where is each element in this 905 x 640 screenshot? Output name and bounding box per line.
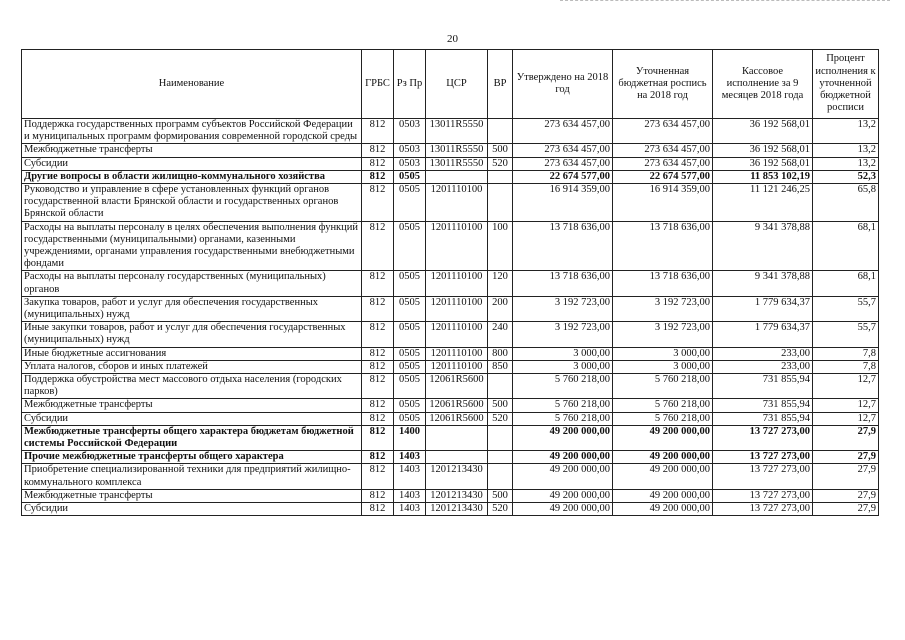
cell-csr [426, 451, 488, 464]
cell-rzpr: 0503 [394, 157, 426, 170]
cell-csr: 13011R5550 [426, 157, 488, 170]
cell-rzpr: 0503 [394, 144, 426, 157]
cell-vr [488, 170, 513, 183]
cell-refined: 3 000,00 [613, 360, 713, 373]
cell-csr: 1201110100 [426, 322, 488, 347]
budget-table-container [21, 49, 878, 516]
header-refined: Уточненная бюджетная роспись на 2018 год [613, 50, 713, 119]
cell-approved: 49 200 000,00 [513, 425, 613, 450]
cell-rzpr: 0505 [394, 184, 426, 222]
cell-rzpr: 0505 [394, 412, 426, 425]
cell-name: Межбюджетные трансферты [22, 399, 362, 412]
header-csr: ЦСР [426, 50, 488, 119]
cell-name: Субсидии [22, 157, 362, 170]
cell-percent: 55,7 [813, 296, 879, 321]
cell-csr: 1201110100 [426, 347, 488, 360]
cell-grbs: 812 [362, 503, 394, 516]
table-row [22, 464, 879, 489]
cell-approved: 49 200 000,00 [513, 451, 613, 464]
table-row [22, 157, 879, 170]
cell-percent: 27,9 [813, 464, 879, 489]
cell-percent: 27,9 [813, 489, 879, 502]
cell-cash: 13 727 273,00 [713, 464, 813, 489]
table-row [22, 451, 879, 464]
cell-rzpr: 1400 [394, 425, 426, 450]
cell-percent: 55,7 [813, 322, 879, 347]
cell-name: Приобретение специализированной техники для предприятий жилищно-коммунального комплекса [22, 464, 362, 489]
cell-approved: 16 914 359,00 [513, 184, 613, 222]
cell-grbs: 812 [362, 374, 394, 399]
table-row [22, 360, 879, 373]
cell-name: Другие вопросы в области жилищно-коммунального хозяйства [22, 170, 362, 183]
cell-vr [488, 119, 513, 144]
table-row [22, 425, 879, 450]
cell-approved: 5 760 218,00 [513, 399, 613, 412]
cell-csr [426, 170, 488, 183]
cell-percent: 13,2 [813, 119, 879, 144]
cell-approved: 49 200 000,00 [513, 503, 613, 516]
cell-csr: 13011R5550 [426, 119, 488, 144]
cell-vr: 500 [488, 399, 513, 412]
header-cash: Кассовое исполнение за 9 месяцев 2018 года [713, 50, 813, 119]
cell-cash: 1 779 634,37 [713, 296, 813, 321]
header-percent: Процент исполнения к уточненной бюджетной росписи [813, 50, 879, 119]
scan-edge-marks [560, 0, 890, 5]
cell-refined: 5 760 218,00 [613, 399, 713, 412]
cell-csr: 1201110100 [426, 221, 488, 271]
cell-grbs: 812 [362, 360, 394, 373]
cell-rzpr: 0503 [394, 119, 426, 144]
cell-cash: 13 727 273,00 [713, 451, 813, 464]
cell-vr: 500 [488, 489, 513, 502]
table-row [22, 271, 879, 296]
cell-grbs: 812 [362, 399, 394, 412]
table-row [22, 503, 879, 516]
cell-refined: 49 200 000,00 [613, 464, 713, 489]
cell-vr: 120 [488, 271, 513, 296]
cell-percent: 13,2 [813, 157, 879, 170]
cell-csr: 12061R5600 [426, 412, 488, 425]
cell-name: Межбюджетные трансферты [22, 489, 362, 502]
cell-csr: 1201110100 [426, 184, 488, 222]
cell-refined: 273 634 457,00 [613, 144, 713, 157]
cell-approved: 3 000,00 [513, 347, 613, 360]
cell-cash: 233,00 [713, 347, 813, 360]
cell-refined: 3 000,00 [613, 347, 713, 360]
cell-cash: 731 855,94 [713, 374, 813, 399]
cell-refined: 5 760 218,00 [613, 374, 713, 399]
cell-cash: 9 341 378,88 [713, 221, 813, 271]
cell-percent: 12,7 [813, 412, 879, 425]
cell-vr [488, 425, 513, 450]
cell-cash: 11 853 102,19 [713, 170, 813, 183]
cell-name: Межбюджетные трансферты [22, 144, 362, 157]
cell-rzpr: 0505 [394, 221, 426, 271]
cell-approved: 273 634 457,00 [513, 119, 613, 144]
cell-refined: 16 914 359,00 [613, 184, 713, 222]
cell-vr [488, 374, 513, 399]
cell-rzpr: 0505 [394, 296, 426, 321]
cell-name: Иные бюджетные ассигнования [22, 347, 362, 360]
cell-vr: 520 [488, 157, 513, 170]
cell-refined: 22 674 577,00 [613, 170, 713, 183]
header-grbs: ГРБС [362, 50, 394, 119]
cell-vr: 800 [488, 347, 513, 360]
cell-vr: 520 [488, 412, 513, 425]
header-rzpr: Рз Пр [394, 50, 426, 119]
cell-approved: 13 718 636,00 [513, 221, 613, 271]
table-row [22, 221, 879, 271]
cell-rzpr: 1403 [394, 489, 426, 502]
cell-percent: 68,1 [813, 271, 879, 296]
page-number: 20 [447, 33, 458, 45]
cell-vr [488, 184, 513, 222]
cell-rzpr: 0505 [394, 360, 426, 373]
cell-refined: 49 200 000,00 [613, 425, 713, 450]
cell-cash: 9 341 378,88 [713, 271, 813, 296]
cell-csr: 1201213430 [426, 503, 488, 516]
cell-csr [426, 425, 488, 450]
cell-name: Закупка товаров, работ и услуг для обеспечения государственных (муниципальных) нужд [22, 296, 362, 321]
cell-rzpr: 0505 [394, 399, 426, 412]
cell-refined: 5 760 218,00 [613, 412, 713, 425]
cell-approved: 3 192 723,00 [513, 322, 613, 347]
cell-csr: 1201110100 [426, 360, 488, 373]
cell-approved: 49 200 000,00 [513, 489, 613, 502]
cell-name: Поддержка обустройства мест массового отдыха населения (городских парков) [22, 374, 362, 399]
cell-rzpr: 0505 [394, 170, 426, 183]
cell-name: Расходы на выплаты персоналу государственных (муниципальных) органов [22, 271, 362, 296]
table-row [22, 144, 879, 157]
cell-approved: 273 634 457,00 [513, 144, 613, 157]
cell-percent: 7,8 [813, 360, 879, 373]
header-approved: Утверждено на 2018 год [513, 50, 613, 119]
cell-csr: 12061R5600 [426, 399, 488, 412]
cell-approved: 49 200 000,00 [513, 464, 613, 489]
cell-cash: 13 727 273,00 [713, 425, 813, 450]
table-row [22, 374, 879, 399]
table-row [22, 119, 879, 144]
cell-refined: 49 200 000,00 [613, 489, 713, 502]
cell-vr [488, 464, 513, 489]
table-body [22, 119, 879, 516]
cell-percent: 27,9 [813, 451, 879, 464]
table-row [22, 489, 879, 502]
cell-name: Иные закупки товаров, работ и услуг для обеспечения государственных (муниципальных) нужд [22, 322, 362, 347]
cell-grbs: 812 [362, 221, 394, 271]
table-row [22, 347, 879, 360]
cell-grbs: 812 [362, 296, 394, 321]
cell-approved: 22 674 577,00 [513, 170, 613, 183]
budget-table [21, 49, 879, 516]
table-row [22, 170, 879, 183]
cell-percent: 12,7 [813, 374, 879, 399]
cell-cash: 233,00 [713, 360, 813, 373]
cell-cash: 13 727 273,00 [713, 503, 813, 516]
table-row [22, 296, 879, 321]
cell-vr: 520 [488, 503, 513, 516]
cell-cash: 11 121 246,25 [713, 184, 813, 222]
cell-grbs: 812 [362, 464, 394, 489]
cell-approved: 3 000,00 [513, 360, 613, 373]
cell-refined: 49 200 000,00 [613, 503, 713, 516]
cell-refined: 13 718 636,00 [613, 221, 713, 271]
cell-approved: 5 760 218,00 [513, 412, 613, 425]
cell-cash: 1 779 634,37 [713, 322, 813, 347]
cell-name: Поддержка государственных программ субъектов Российской Федерации и муниципальных программ формирования современной городской среды [22, 119, 362, 144]
cell-name: Руководство и управление в сфере установленных функций органов государственной власти Брянской области и государственных органов Брянской области [22, 184, 362, 222]
cell-name: Прочие межбюджетные трансферты общего характера [22, 451, 362, 464]
cell-refined: 273 634 457,00 [613, 157, 713, 170]
cell-percent: 27,9 [813, 425, 879, 450]
table-row [22, 184, 879, 222]
cell-approved: 5 760 218,00 [513, 374, 613, 399]
cell-vr [488, 451, 513, 464]
header-vr: ВР [488, 50, 513, 119]
cell-refined: 273 634 457,00 [613, 119, 713, 144]
cell-name: Субсидии [22, 503, 362, 516]
cell-csr: 1201213430 [426, 489, 488, 502]
cell-grbs: 812 [362, 271, 394, 296]
cell-csr: 1201213430 [426, 464, 488, 489]
cell-name: Субсидии [22, 412, 362, 425]
cell-csr: 12061R5600 [426, 374, 488, 399]
cell-grbs: 812 [362, 184, 394, 222]
cell-percent: 68,1 [813, 221, 879, 271]
cell-percent: 12,7 [813, 399, 879, 412]
cell-grbs: 812 [362, 119, 394, 144]
cell-rzpr: 0505 [394, 322, 426, 347]
cell-name: Межбюджетные трансферты общего характера бюджетам бюджетной системы Российской Федерации [22, 425, 362, 450]
cell-csr: 1201110100 [426, 271, 488, 296]
table-row [22, 322, 879, 347]
cell-rzpr: 1403 [394, 464, 426, 489]
cell-approved: 3 192 723,00 [513, 296, 613, 321]
cell-grbs: 812 [362, 170, 394, 183]
cell-grbs: 812 [362, 425, 394, 450]
cell-approved: 273 634 457,00 [513, 157, 613, 170]
cell-percent: 13,2 [813, 144, 879, 157]
cell-grbs: 812 [362, 322, 394, 347]
cell-grbs: 812 [362, 157, 394, 170]
cell-name: Уплата налогов, сборов и иных платежей [22, 360, 362, 373]
cell-cash: 36 192 568,01 [713, 144, 813, 157]
cell-approved: 13 718 636,00 [513, 271, 613, 296]
cell-grbs: 812 [362, 412, 394, 425]
table-row [22, 399, 879, 412]
cell-grbs: 812 [362, 347, 394, 360]
cell-grbs: 812 [362, 489, 394, 502]
cell-name: Расходы на выплаты персоналу в целях обеспечения выполнения функций государственными (муниципальными) органами, казенными учреждениями, органами управления государственными внебюджетными фондами [22, 221, 362, 271]
cell-grbs: 812 [362, 144, 394, 157]
cell-refined: 49 200 000,00 [613, 451, 713, 464]
cell-grbs: 812 [362, 451, 394, 464]
cell-percent: 7,8 [813, 347, 879, 360]
cell-refined: 3 192 723,00 [613, 322, 713, 347]
cell-csr: 13011R5550 [426, 144, 488, 157]
cell-rzpr: 1403 [394, 503, 426, 516]
cell-vr: 240 [488, 322, 513, 347]
cell-refined: 13 718 636,00 [613, 271, 713, 296]
cell-percent: 65,8 [813, 184, 879, 222]
cell-percent: 52,3 [813, 170, 879, 183]
cell-vr: 200 [488, 296, 513, 321]
cell-percent: 27,9 [813, 503, 879, 516]
cell-cash: 36 192 568,01 [713, 119, 813, 144]
cell-vr: 500 [488, 144, 513, 157]
cell-rzpr: 0505 [394, 347, 426, 360]
cell-cash: 731 855,94 [713, 399, 813, 412]
cell-csr: 1201110100 [426, 296, 488, 321]
cell-rzpr: 1403 [394, 451, 426, 464]
cell-cash: 731 855,94 [713, 412, 813, 425]
cell-rzpr: 0505 [394, 271, 426, 296]
cell-rzpr: 0505 [394, 374, 426, 399]
table-row [22, 412, 879, 425]
cell-refined: 3 192 723,00 [613, 296, 713, 321]
cell-cash: 13 727 273,00 [713, 489, 813, 502]
cell-cash: 36 192 568,01 [713, 157, 813, 170]
header-name: Наименование [22, 50, 362, 119]
cell-vr: 100 [488, 221, 513, 271]
table-header-row [22, 50, 879, 119]
cell-vr: 850 [488, 360, 513, 373]
